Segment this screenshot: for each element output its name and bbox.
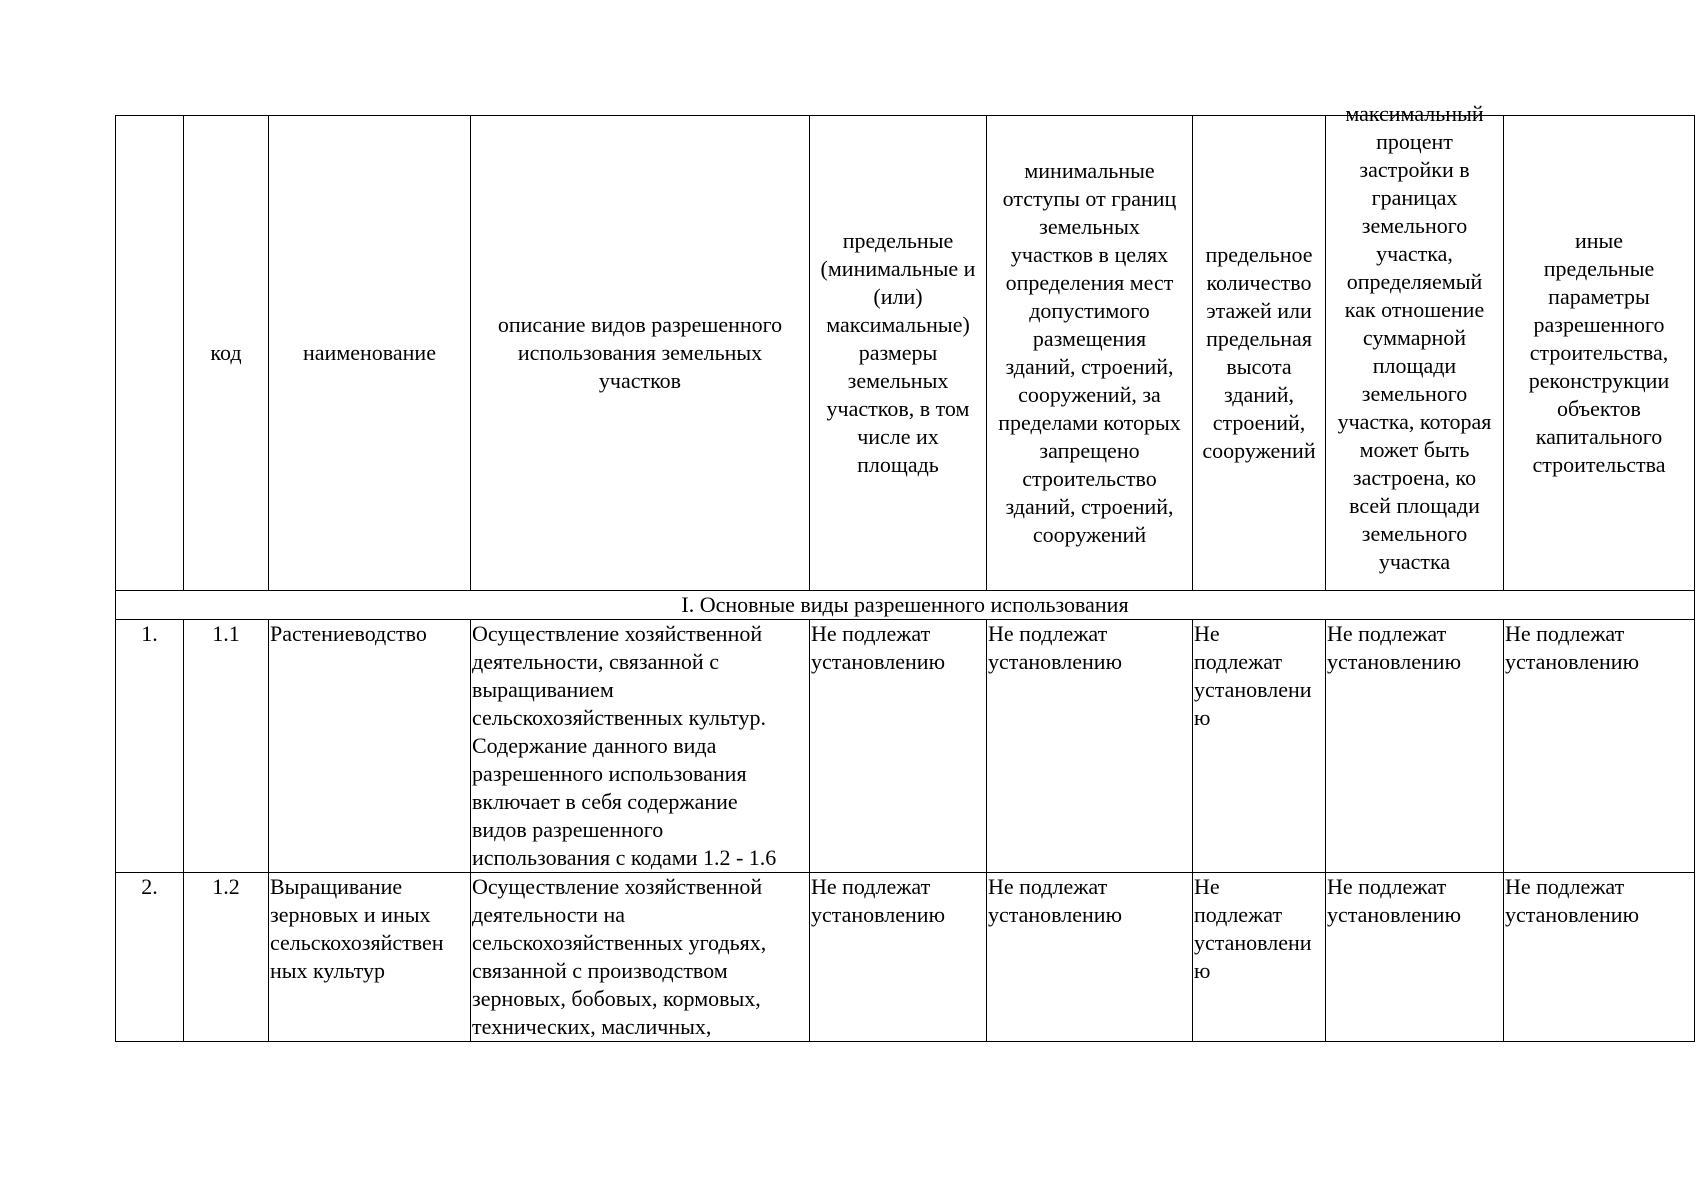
row-code: 1.2 <box>184 873 269 1042</box>
row-num: 2. <box>116 873 184 1042</box>
row-setbacks: Не подлежат установлению <box>987 620 1193 873</box>
land-use-table <box>115 101 1695 1042</box>
header-coverage-cell <box>1326 101 1504 591</box>
row-sizes: Не подлежат установлению <box>810 620 987 873</box>
header-code: код <box>184 116 269 591</box>
row-description: Осуществление хозяйственной деятельности на сельскохозяйственных угодьях, связанной с производством зерновых, бобовых, кормовых, технических, масличных, <box>471 873 810 1042</box>
row-setbacks: Не подлежат установлению <box>987 873 1193 1042</box>
header-other: иные предельные параметры разрешенного строительства, реконструкции объектов капитального строительства <box>1504 116 1695 591</box>
header-name: наименование <box>269 116 471 591</box>
row-coverage: Не подлежат установлению <box>1326 620 1504 873</box>
row-sizes: Не подлежат установлению <box>810 873 987 1042</box>
header-description: описание видов разрешенного использования земельных участков <box>471 116 810 591</box>
header-floors: предельное количество этажей или предельная высота зданий, строений, сооружений <box>1193 116 1326 591</box>
header-coverage: максимальный процент застройки в границах земельного участка, определяемый как отношение суммарной площади земельного участка, которая может быть застроена, ко всей площади земельного участка <box>1337 101 1492 574</box>
header-sizes: предельные (минимальные и (или) максимальные) размеры земельных участков, в том числе их площадь <box>810 116 987 591</box>
header-setbacks: минимальные отступы от границ земельных участков в целях определения мест допустимого размещения зданий, строений, сооружений, за пределами которых запрещено строительство зданий, строений, сооружений <box>987 116 1193 591</box>
row-other: Не подлежат установлению <box>1504 620 1695 873</box>
table-row <box>116 873 1695 1042</box>
row-coverage: Не подлежат установлению <box>1326 873 1504 1042</box>
header-row <box>116 116 1695 591</box>
table-row <box>116 620 1695 873</box>
row-floors: Не подлежат установлени ю <box>1193 620 1326 873</box>
section-row <box>116 591 1695 620</box>
row-code: 1.1 <box>184 620 269 873</box>
row-name: Растениеводство <box>269 620 471 873</box>
row-num: 1. <box>116 620 184 873</box>
section-title: I. Основные виды разрешенного использования <box>116 591 1695 620</box>
row-floors: Не подлежат установлени ю <box>1193 873 1326 1042</box>
row-other: Не подлежат установлению <box>1504 873 1695 1042</box>
row-name: Выращивание зерновых и иных сельскохозяйствен ных культур <box>269 873 471 1042</box>
row-description: Осуществление хозяйственной деятельности, связанной с выращиванием сельскохозяйственных культур. Содержание данного вида разрешенного использования включает в себя содержание видов разрешенного использования с кодами 1.2 - 1.6 <box>471 620 810 873</box>
header-num <box>116 116 184 591</box>
